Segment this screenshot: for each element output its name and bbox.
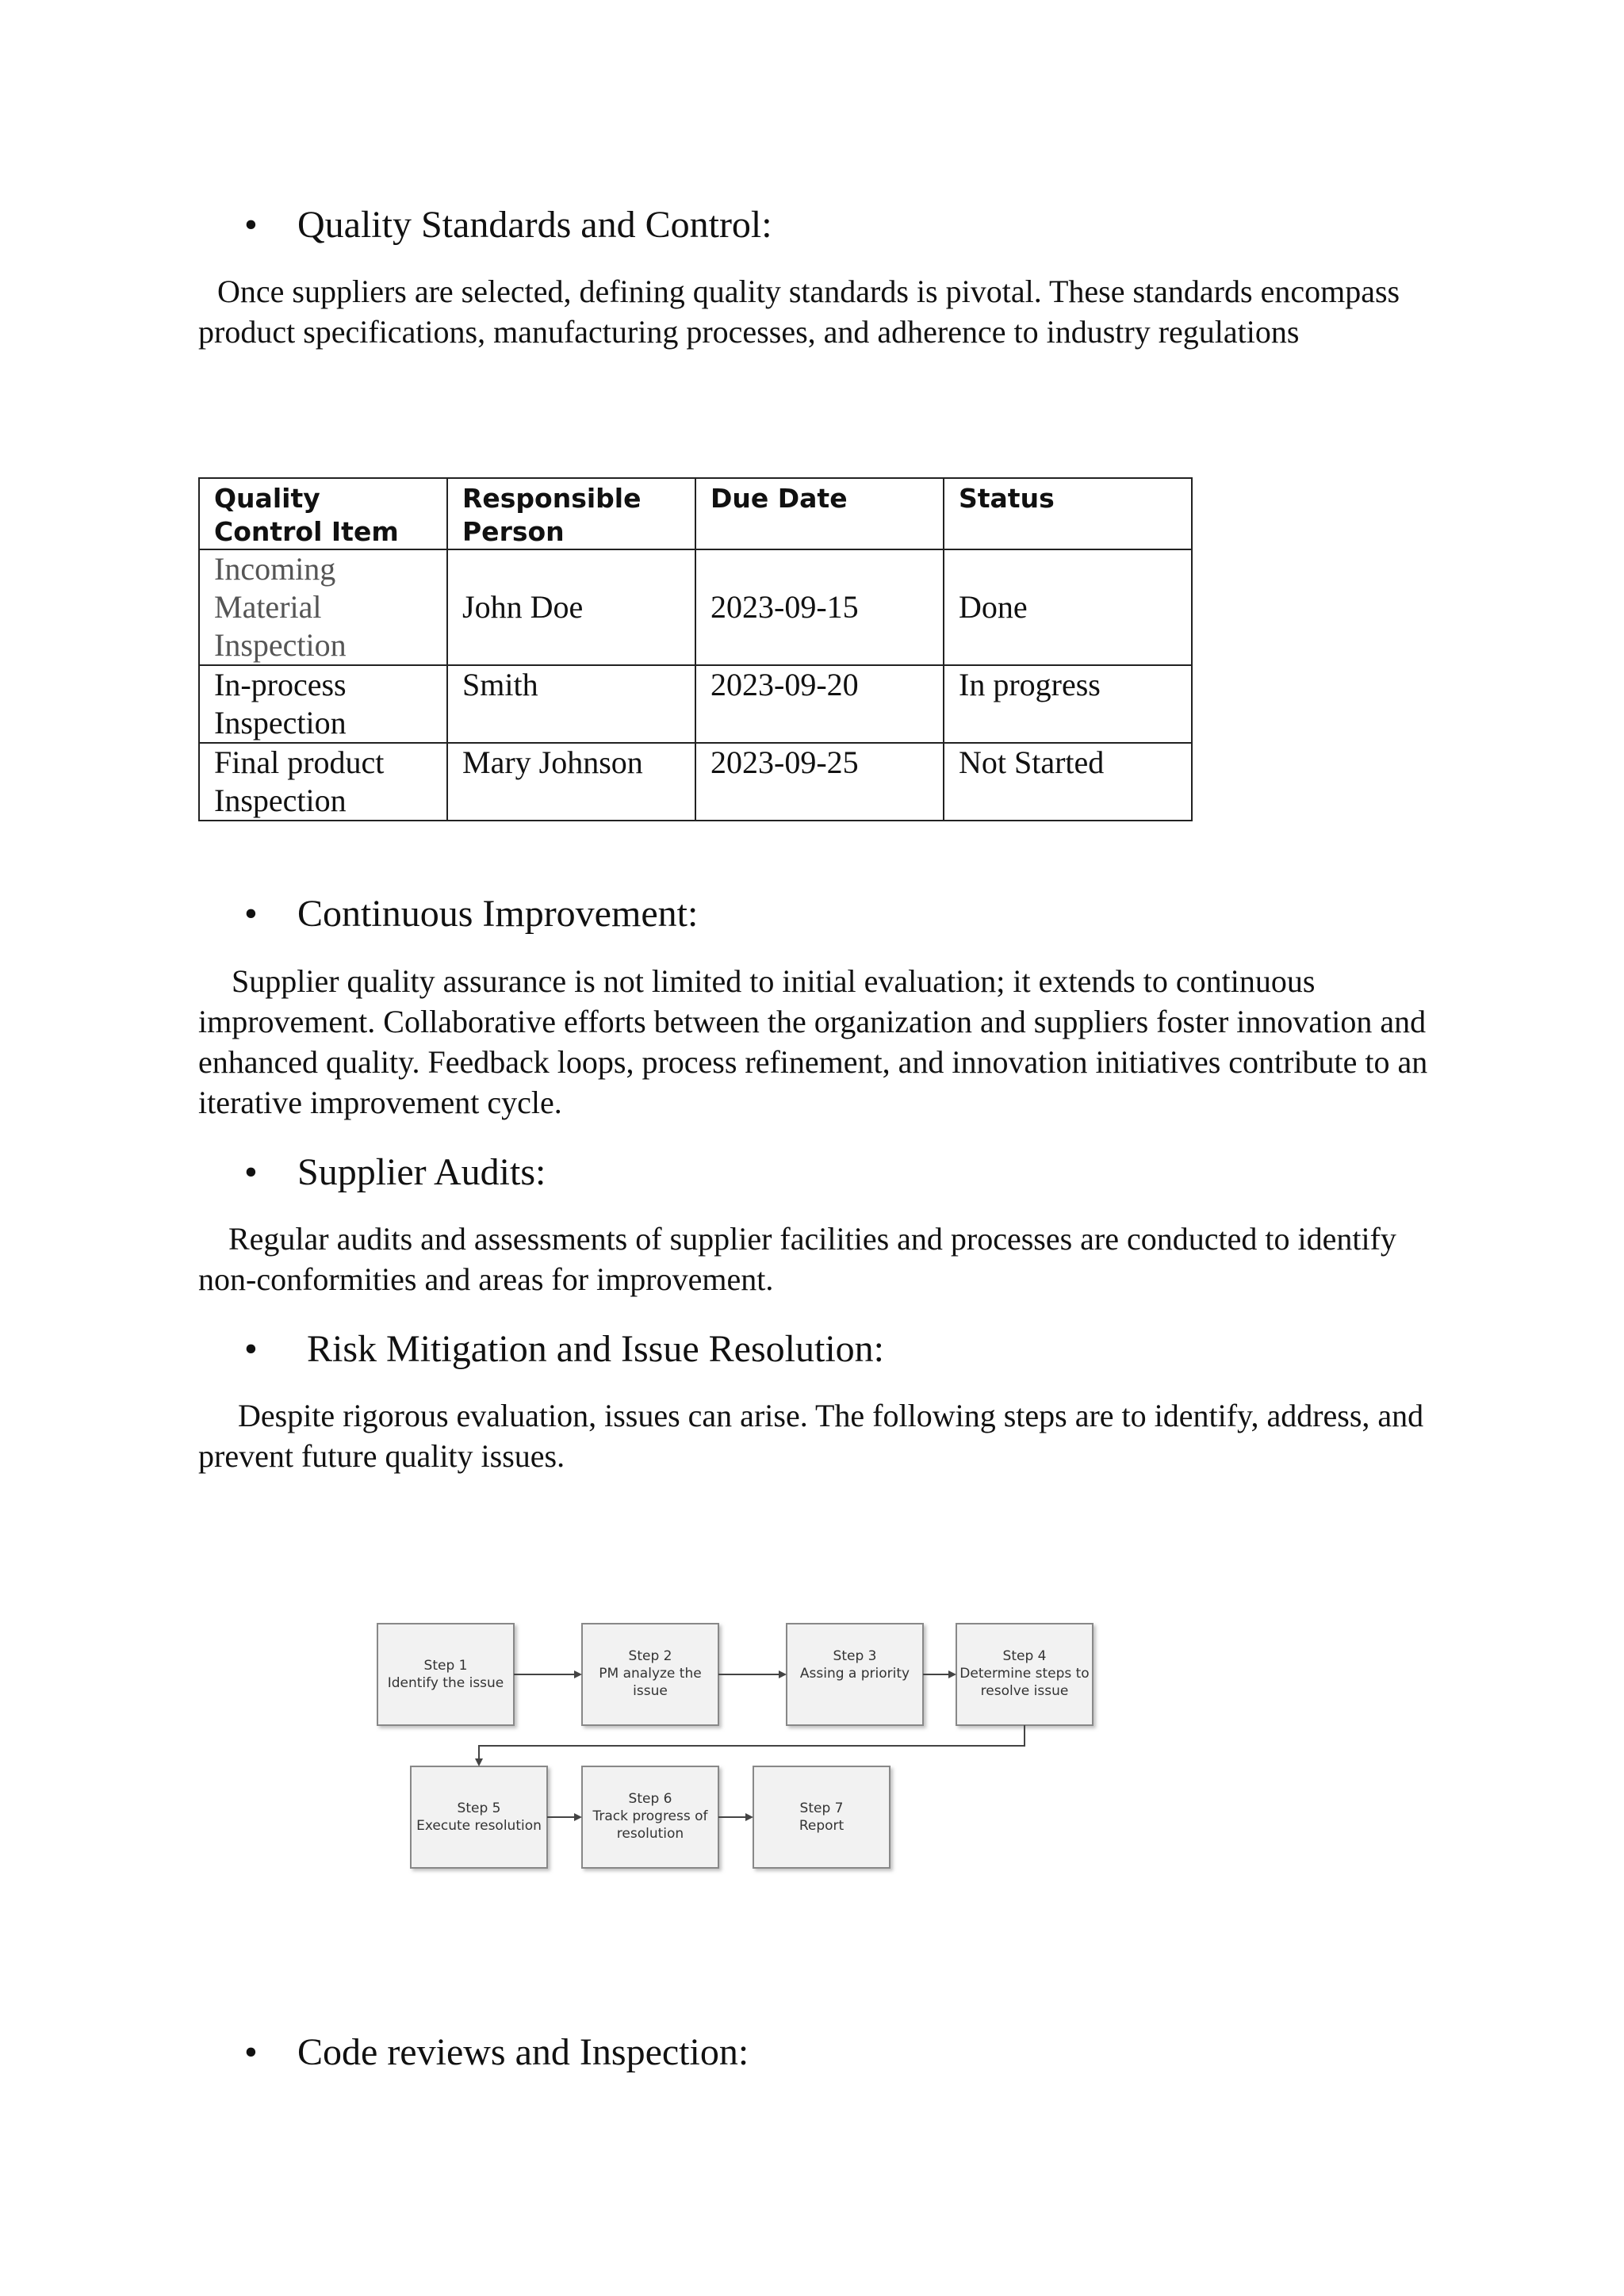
quality-control-table [198, 477, 1193, 821]
table-cell: In-process Inspection [199, 665, 447, 743]
table-cell: In progress [944, 665, 1192, 743]
table-row [199, 743, 1192, 821]
flow-step-text: Report [799, 1818, 845, 1834]
bullet-icon: • [244, 1151, 258, 1193]
flow-step-label: Step 6 [628, 1791, 672, 1807]
bullet-icon: • [244, 893, 258, 935]
flow-step-text: Determine steps to [959, 1666, 1090, 1682]
flow-step-box [753, 1766, 890, 1868]
section-text-risk: Despite rigorous evaluation, issues can arise. The following steps are to identify, address, and prevent future quality issues. [198, 1398, 1424, 1474]
flow-step-label: Step 5 [457, 1800, 501, 1816]
table-header-cell: Due Date [695, 478, 944, 549]
flow-step-text: issue [633, 1683, 668, 1699]
flow-step-box [411, 1766, 547, 1868]
flow-step-text: PM analyze the [599, 1666, 702, 1682]
flow-step-label: Step 7 [799, 1800, 844, 1816]
table-cell: 2023-09-20 [695, 665, 944, 743]
section-text-continuous: Supplier quality assurance is not limited to initial evaluation; it extends to continuous improvement. Collaborative efforts between the organization and suppliers foster innovation and enhanced quality. Feedback loops, process refinement, and innovation initiatives contribute to an iterative improvement cycle. [198, 963, 1428, 1120]
table-cell: Incoming Material Inspection [199, 549, 447, 665]
section-heading-continuous: Continuous Improvement: [297, 893, 699, 935]
table-cell: 2023-09-15 [695, 549, 944, 665]
bullet-icon: • [244, 2031, 258, 2073]
table-header-cell: Status [944, 478, 1192, 549]
table-cell: Done [944, 549, 1192, 665]
section-heading-code: Code reviews and Inspection: [297, 2031, 749, 2073]
table-cell: John Doe [447, 549, 695, 665]
flow-step-text: resolve issue [980, 1683, 1069, 1699]
table-cell: Not Started [944, 743, 1192, 821]
table-cell: Smith [447, 665, 695, 743]
table-cell: 2023-09-25 [695, 743, 944, 821]
table-row [199, 665, 1192, 743]
bullet-icon: • [244, 204, 258, 246]
flow-connector [479, 1725, 1025, 1765]
table-header-cell: Quality Control Item [199, 478, 447, 549]
bullet-icon: • [244, 1328, 258, 1370]
table-cell: Mary Johnson [447, 743, 695, 821]
section-heading-quality: Quality Standards and Control: [297, 204, 772, 246]
section-text-quality: Once suppliers are selected, defining quality standards is pivotal. These standards encompass product specifications, manufacturing processes, and adherence to industry regulations [198, 274, 1400, 350]
issue-resolution-flow-diagram [371, 1617, 1101, 1887]
flow-step-text: Track progress of [592, 1808, 708, 1824]
section-heading-risk: Risk Mitigation and Issue Resolution: [307, 1328, 884, 1370]
flow-step-label: Step 3 [833, 1648, 877, 1664]
table-header-row [199, 478, 1192, 549]
table-cell: Final product Inspection [199, 743, 447, 821]
flow-step-label: Step 1 [423, 1658, 468, 1674]
table-header-cell: Responsible Person [447, 478, 695, 549]
flow-step-text: Identify the issue [387, 1675, 504, 1691]
flow-step-text: resolution [616, 1826, 684, 1842]
flow-step-label: Step 4 [1002, 1648, 1047, 1664]
section-heading-audits: Supplier Audits: [297, 1151, 546, 1193]
flow-step-label: Step 2 [628, 1648, 672, 1664]
flow-step-text: Execute resolution [416, 1818, 542, 1834]
table-row [199, 549, 1192, 665]
flow-step-text: Assing a priority [799, 1666, 910, 1682]
flow-step-box [377, 1624, 514, 1725]
section-text-audits: Regular audits and assessments of supplier facilities and processes are conducted to identify non-conformities and areas for improvement. [198, 1221, 1396, 1297]
